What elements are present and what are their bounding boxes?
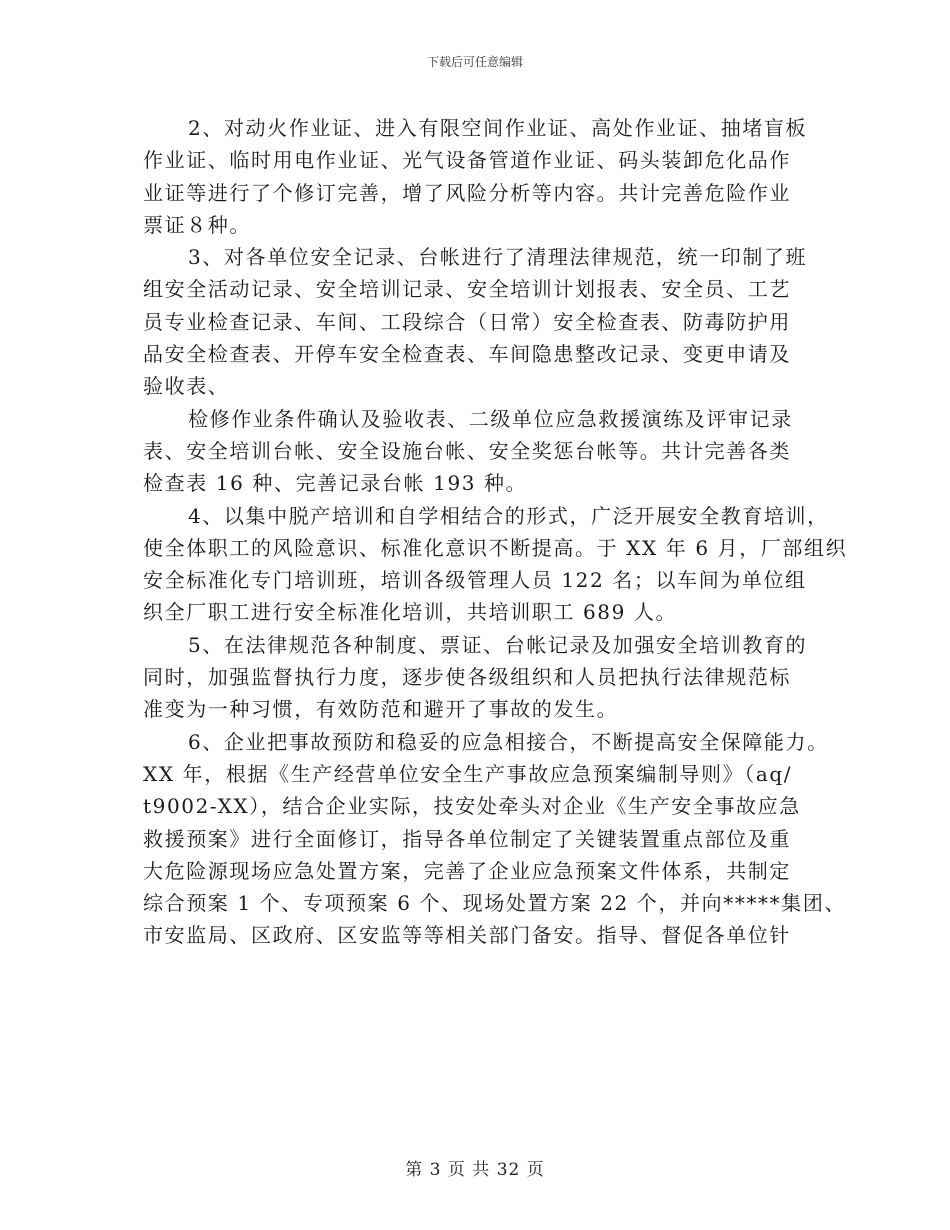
page-header: 下载后可任意编辑 — [426, 55, 523, 69]
text-line: 2、对动火作业证、进入有限空间作业证、高处作业证、抽堵盲板 — [188, 116, 808, 140]
text-line: 表、安全培训台帐、安全设施台帐、安全奖惩台帐等。共计完善各类 — [143, 438, 791, 463]
text-line: 作业证、临时用电作业证、光气设备管道作业证、码头装卸危化品作 — [143, 148, 791, 173]
text-line: 安全标准化专门培训班，培训各级管理人员 122 名；以车间为单位组 — [143, 568, 807, 593]
text-line: 业证等进行了个修订完善，增了风险分析等内容。共计完善危险作业 — [143, 180, 791, 205]
text-line: 6、企业把事故预防和稳妥的应急相接合，不断提高安全保障能力。 — [188, 729, 829, 754]
text-line: XX 年，根据《生产经营单位安全生产事故应急预案编制导则》（aq/ — [143, 761, 793, 786]
page-number-footer: 第 3 页 共 32 页 — [405, 1160, 545, 1180]
text-line: 准变为一种习惯，有效防范和避开了事故的发生。 — [143, 697, 619, 722]
text-line: 同时，加强监督执行力度，逐步使各级组织和人员把执行法律规范标 — [143, 665, 791, 690]
text-line: 验收表、 — [143, 374, 230, 399]
text-line: 大危险源现场应急处置方案，完善了企业应急预案文件体系，共制定 — [143, 858, 791, 883]
text-line: 组安全活动记录、安全培训记录、安全培训计划报表、安全员、工艺 — [143, 277, 791, 302]
text-line: 票证８种。 — [143, 212, 251, 237]
text-line: 检查表 16 种、完善记录台帐 193 种。 — [143, 471, 528, 496]
text-line: 救援预案》进行全面修订，指导各单位制定了关键装置重点部位及重 — [143, 826, 791, 851]
text-line: 品安全检查表、开停车安全检查表、车间隐患整改记录、变更申请及 — [143, 342, 791, 367]
text-line: 5、在法律规范各种制度、票证、台帐记录及加强安全培训教育的 — [188, 632, 808, 657]
text-line: 织全厂职工进行安全标准化培训，共培训职工 689 人。 — [143, 600, 678, 625]
document-body — [143, 112, 848, 952]
text-line: t9002-XX），结合企业实际，技安处牵头对企业《生产安全事故应急 — [143, 794, 801, 819]
text-line: 综合预案 1 个、专项预案 6 个、现场处置方案 22 个，并向*****集团、 — [143, 891, 847, 916]
text-line: 市安监局、区政府、区安监等等相关部门备安。指导、督促各单位针 — [143, 923, 791, 948]
text-line: 4、以集中脱产培训和自学相结合的形式，广泛开展安全教育培训， — [188, 503, 829, 528]
text-line: 检修作业条件确认及验收表、二级单位应急救援演练及评审记录 — [188, 406, 793, 431]
text-line: 员专业检查记录、车间、工段综合（日常）安全检查表、防毒防护用 — [143, 309, 791, 334]
text-line: 使全体职工的风险意识、标准化意识不断提高。于 XX 年 6 月，厂部组织 — [143, 535, 848, 560]
text-line: 3、对各单位安全记录、台帐进行了清理法律规范，统一印制了班 — [188, 245, 808, 270]
